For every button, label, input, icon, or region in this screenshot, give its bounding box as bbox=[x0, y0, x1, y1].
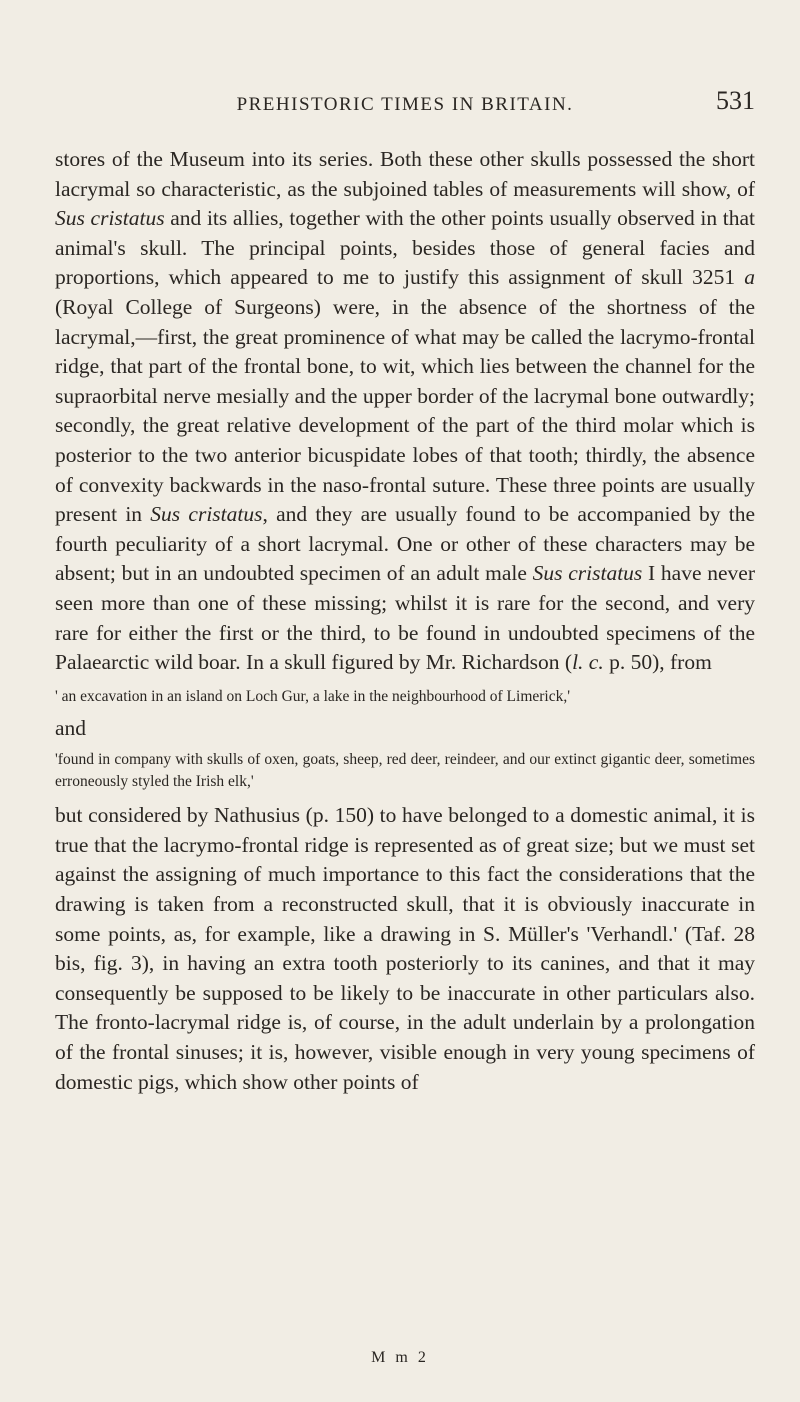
body-text bbox=[55, 145, 755, 1097]
paragraph-2: but considered by Nathusius (p. 150) to have belonged to a domestic animal, it is true that the lacrymo-frontal ridge is represented as of great size; but we must set against the assigning of much importance to this fact the considerations that the drawing is taken from a reconstructed skull, that it is obviously inaccurate in some points, as, for example, like a drawing in S. Müller's 'Verhandl.' (Taf. 28 bis, fig. 3), in having an extra tooth posteriorly to its canines, and that it may consequently be supposed to be likely to be inaccurate in other particulars also. The fronto-lacrymal ridge is, of course, in the adult underlain by a prolongation of the frontal sinuses; it is, however, visible enough in very young specimens of domestic pigs, which show other points of bbox=[55, 803, 755, 1094]
italic-term: Sus cristatus bbox=[55, 206, 165, 231]
text-run: and its allies, together with the other points usually observed in that animal's skull. The principal points, besides those of general facies and proportions, which appeared to me to justify this assignment of skull 3251 bbox=[55, 206, 755, 290]
running-title: PREHISTORIC TIMES IN BRITAIN. bbox=[236, 94, 574, 115]
text-run: I have never seen more than one of these missing; whilst it is rare for the second, and very rare for either the first or the third, to be found in undoubted specimens of the Palaearctic wild boar. In a skull figured by Mr. Richardson ( bbox=[55, 561, 755, 675]
text-run: p. 50), from bbox=[603, 650, 712, 675]
text-run: (Royal College of Surgeons) were, in the absence of the shortness of the lacrymal,—first, the great prominence of what may be called the lacrymo-frontal ridge, that part of the frontal bone, to wit, which lies between the channel for the supraorbital nerve mesially and the upper border of the lacrymal bone outwardly; secondly, the great relative development of the part of the third molar which is posterior to the two anterior bicuspidate lobes of that tooth; thirdly, the absence of convexity backwards in the naso-frontal suture. These three points are usually present in bbox=[55, 294, 755, 527]
text-run: , and they are usually found to be accompanied by the fourth peculiarity of a short lacrymal. One or other of these characters may be absent; but in an undoubted specimen of an adult male bbox=[55, 502, 755, 586]
quotation-1: ' an excavation in an island on Loch Gur, a lake in the neighbourhood of Limerick,' bbox=[55, 687, 571, 705]
italic-term: Sus cristatus bbox=[532, 561, 643, 586]
italic-term: l. c. bbox=[572, 650, 604, 675]
quotation-2: 'found in company with skulls of oxen, goats, sheep, red deer, reindeer, and our extinct gigantic deer, sometimes erroneously styled the Irish elk,' bbox=[55, 751, 755, 791]
connector-and: and bbox=[55, 715, 87, 740]
text-run: stores of the Museum into its series. Both these other skulls possessed the short lacrymal so characteristic, as the subjoined tables of measurements will show, of bbox=[55, 147, 755, 201]
italic-term: a bbox=[744, 265, 755, 290]
page-number: 531 bbox=[716, 86, 755, 115]
paragraph-1 bbox=[55, 145, 755, 678]
signature-mark: M m 2 bbox=[371, 1349, 429, 1366]
running-head bbox=[55, 86, 755, 116]
italic-term: Sus cristatus bbox=[150, 502, 263, 527]
